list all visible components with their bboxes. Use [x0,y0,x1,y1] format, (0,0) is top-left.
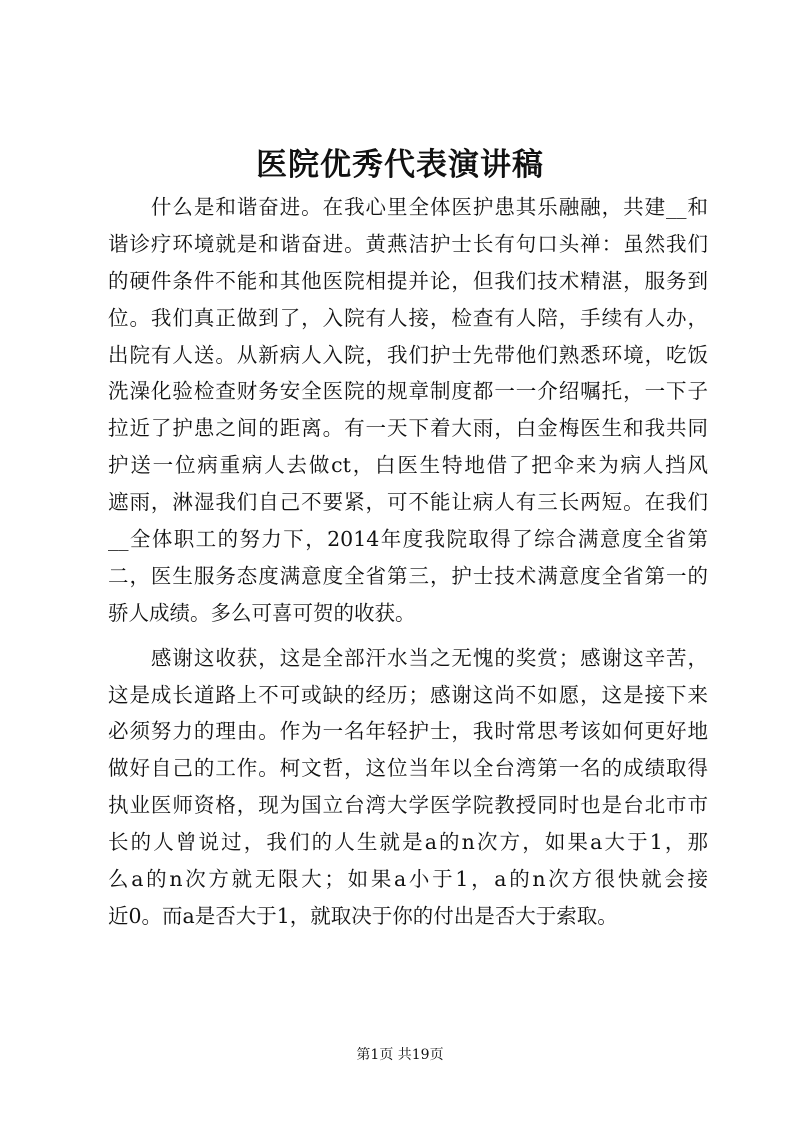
text-line: 执业医师资格，现为国立台湾大学医学院教授同时也是台北市市 [108,793,708,818]
text-line: 护送一位病重病人去做ct，白医生特地借了把伞来为病人挡风 [108,453,708,478]
text-line: 么a的n次方就无限大；如果a小于1，a的n次方很快就会接 [108,867,708,892]
text-line: 感谢这收获，这是全部汗水当之无愧的奖赏；感谢这辛苦， [108,645,708,670]
text-line: 遮雨，淋湿我们自己不要紧，可不能让病人有三长两短。在我们 [108,490,708,515]
text-line: __全体职工的努力下，2014年度我院取得了综合满意度全省第 [108,527,708,552]
text-line: 位。我们真正做到了，入院有人接，检查有人陪，手续有人办， [108,305,708,330]
text-line: 近0。而a是否大于1，就取决于你的付出是否大于索取。 [108,903,618,928]
document-body [108,189,708,935]
paragraph-1 [108,189,708,632]
text-line: 这是成长道路上不可或缺的经历；感谢这尚不如愿，这是接下来 [108,682,708,707]
text-line: 谐诊疗环境就是和谐奋进。黄燕洁护士长有句口头禅：虽然我们 [108,231,708,256]
text-line: 二，医生服务态度满意度全省第三，护士技术满意度全省第一的 [108,563,708,588]
text-line: 必须努力的理由。作为一名年轻护士，我时常思考该如何更好地 [108,719,708,744]
page-title: 医院优秀代表演讲稿 [256,147,544,183]
page-number: 第1页 共19页 [356,1047,444,1063]
text-line: 拉近了护患之间的距离。有一天下着大雨，白金梅医生和我共同 [108,416,708,441]
text-line: 长的人曾说过，我们的人生就是a的n次方，如果a大于1，那 [108,830,708,855]
paragraph-spacer [108,632,708,640]
text-line: 什么是和谐奋进。在我心里全体医护患其乐融融，共建__和 [108,195,708,219]
text-line: 出院有人送。从新病人入院，我们护士先带他们熟悉环境，吃饭 [108,342,708,367]
text-line: 骄人成绩。多么可喜可贺的收获。 [108,600,416,625]
text-line: 做好自己的工作。柯文哲，这位当年以全台湾第一名的成绩取得 [108,756,708,781]
text-line: 的硬件条件不能和其他医院相提并论，但我们技术精湛，服务到 [108,268,708,293]
paragraph-2 [108,640,708,935]
text-line: 洗澡化验检查财务安全医院的规章制度都一一介绍嘱托，一下子 [108,379,708,404]
